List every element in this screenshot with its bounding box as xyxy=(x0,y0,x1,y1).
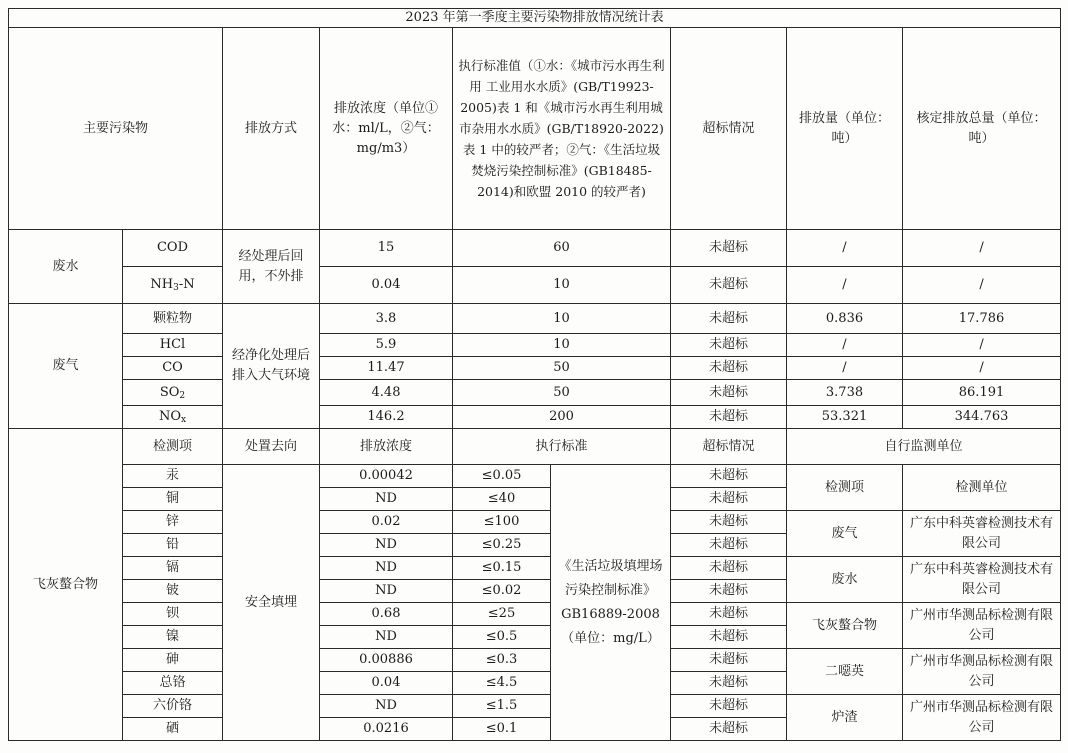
flyash-conc: ND xyxy=(320,557,453,580)
monitor-item: 炉渣 xyxy=(787,695,903,741)
flyash-conc: ND xyxy=(320,626,453,649)
flyash-item: 砷 xyxy=(123,649,223,672)
water-std: 10 xyxy=(453,267,671,304)
flyash-item: 镉 xyxy=(123,557,223,580)
flyash-conc: 0.00042 xyxy=(320,465,453,488)
flyash-exceed: 未超标 xyxy=(671,603,787,626)
water-conc: 0.04 xyxy=(320,267,453,304)
flyash-exceed: 未超标 xyxy=(671,465,787,488)
water-amount: / xyxy=(787,230,903,267)
flyash-limit: ≤0.02 xyxy=(453,580,551,603)
flyash-item: 钡 xyxy=(123,603,223,626)
emission-statistics-table xyxy=(8,8,1061,741)
monitor-item: 废水 xyxy=(787,557,903,603)
monitor-item: 废气 xyxy=(787,511,903,557)
gas-std: 50 xyxy=(453,380,671,406)
flyash-header-item: 检测项 xyxy=(123,429,223,465)
monitor-item: 飞灰螯合物 xyxy=(787,603,903,649)
flyash-conc: ND xyxy=(320,695,453,718)
flyash-item: 硒 xyxy=(123,718,223,741)
gas-std: 10 xyxy=(453,334,671,357)
table-title: 2023 年第一季度主要污染物排放情况统计表 xyxy=(9,9,1061,28)
water-method: 经处理后回用，不外排 xyxy=(223,230,320,304)
flyash-header-conc: 排放浓度 xyxy=(320,429,453,465)
gas-exceed: 未超标 xyxy=(671,357,787,380)
header-pollutant: 主要污染物 xyxy=(9,28,223,230)
flyash-limit: ≤4.5 xyxy=(453,672,551,695)
gas-method: 经净化处理后排入大气环境 xyxy=(223,304,320,429)
gas-exceed: 未超标 xyxy=(671,406,787,429)
flyash-conc: 0.02 xyxy=(320,511,453,534)
gas-total: 17.786 xyxy=(903,304,1061,334)
flyash-exceed: 未超标 xyxy=(671,511,787,534)
flyash-limit: ≤1.5 xyxy=(453,695,551,718)
water-item: COD xyxy=(123,230,223,267)
monitor-unit: 广州市华测品标检测有限公司 xyxy=(903,603,1061,649)
flyash-exceed: 未超标 xyxy=(671,534,787,557)
monitor-unit: 广东中科英睿检测技术有限公司 xyxy=(903,511,1061,557)
gas-item: CO xyxy=(123,357,223,380)
gas-conc: 4.48 xyxy=(320,380,453,406)
flyash-limit: ≤40 xyxy=(453,488,551,511)
header-exceed: 超标情况 xyxy=(671,28,787,230)
flyash-conc: ND xyxy=(320,534,453,557)
flyash-item: 铜 xyxy=(123,488,223,511)
gas-std: 10 xyxy=(453,304,671,334)
flyash-exceed: 未超标 xyxy=(671,695,787,718)
water-exceed: 未超标 xyxy=(671,230,787,267)
gas-conc: 146.2 xyxy=(320,406,453,429)
water-exceed: 未超标 xyxy=(671,267,787,304)
flyash-limit: ≤0.3 xyxy=(453,649,551,672)
flyash-item: 铅 xyxy=(123,534,223,557)
header-amount: 排放量（单位：吨） xyxy=(787,28,903,230)
flyash-header-dest: 处置去向 xyxy=(223,429,320,465)
flyash-exceed: 未超标 xyxy=(671,649,787,672)
flyash-std-text: 《生活垃圾填埋场污染控制标准》GB16889-2008（单位：mg/L） xyxy=(551,465,671,741)
gas-conc: 11.47 xyxy=(320,357,453,380)
flyash-item: 锌 xyxy=(123,511,223,534)
gas-amount: 0.836 xyxy=(787,304,903,334)
gas-item: $SO_2$ xyxy=(123,380,223,406)
flyash-exceed: 未超标 xyxy=(671,580,787,603)
gas-std: 200 xyxy=(453,406,671,429)
flyash-item: 汞 xyxy=(123,465,223,488)
flyash-item: 六价铬 xyxy=(123,695,223,718)
gas-amount: 3.738 xyxy=(787,380,903,406)
flyash-limit: ≤0.25 xyxy=(453,534,551,557)
flyash-conc: 0.0216 xyxy=(320,718,453,741)
flyash-exceed: 未超标 xyxy=(671,488,787,511)
gas-category: 废气 xyxy=(9,304,123,429)
water-total: / xyxy=(903,267,1061,304)
water-total: / xyxy=(903,230,1061,267)
flyash-conc: 0.68 xyxy=(320,603,453,626)
gas-exceed: 未超标 xyxy=(671,304,787,334)
header-total: 核定排放总量（单位：吨） xyxy=(903,28,1061,230)
flyash-item: 总铬 xyxy=(123,672,223,695)
flyash-limit: ≤0.15 xyxy=(453,557,551,580)
flyash-exceed: 未超标 xyxy=(671,557,787,580)
gas-item: $NO_x$ xyxy=(123,406,223,429)
gas-std: 50 xyxy=(453,357,671,380)
monitor-unit: 广东中科英睿检测技术有限公司 xyxy=(903,557,1061,603)
gas-conc: 5.9 xyxy=(320,334,453,357)
flyash-category: 飞灰螯合物 xyxy=(9,429,123,741)
flyash-limit: ≤25 xyxy=(453,603,551,626)
monitor-header-unit: 检测单位 xyxy=(903,465,1061,511)
flyash-limit: ≤0.5 xyxy=(453,626,551,649)
water-amount: / xyxy=(787,267,903,304)
water-item: $NH_3-N$ xyxy=(123,267,223,304)
flyash-conc: 0.04 xyxy=(320,672,453,695)
gas-total: / xyxy=(903,357,1061,380)
flyash-item: 铍 xyxy=(123,580,223,603)
monitor-header-item: 检测项 xyxy=(787,465,903,511)
water-std: 60 xyxy=(453,230,671,267)
gas-total: / xyxy=(903,334,1061,357)
gas-item: HCl xyxy=(123,334,223,357)
flyash-limit: ≤100 xyxy=(453,511,551,534)
header-concentration: 排放浓度（单位①水：ml/L，②气：mg/m3） xyxy=(320,28,453,230)
flyash-conc: 0.00886 xyxy=(320,649,453,672)
gas-item: 颗粒物 xyxy=(123,304,223,334)
flyash-header-exceed: 超标情况 xyxy=(671,429,787,465)
flyash-dest: 安全填埋 xyxy=(223,465,320,741)
gas-exceed: 未超标 xyxy=(671,334,787,357)
water-category: 废水 xyxy=(9,230,123,304)
header-standard: 执行标准值（①水：《城市污水再生利用 工业用水水质》(GB/T19923-2005)表 1 和《城市污水再生利用城市杂用水水质》(GB/T18920-2022)表 1 中的较严者；②气：《生活垃圾焚烧污染控制标准》(GB18485-2014)和欧盟 2010 的较严者) xyxy=(453,28,671,230)
flyash-conc: ND xyxy=(320,488,453,511)
flyash-limit: ≤0.1 xyxy=(453,718,551,741)
gas-conc: 3.8 xyxy=(320,304,453,334)
gas-amount: 53.321 xyxy=(787,406,903,429)
flyash-conc: ND xyxy=(320,580,453,603)
flyash-exceed: 未超标 xyxy=(671,672,787,695)
gas-amount: / xyxy=(787,334,903,357)
gas-total: 344.763 xyxy=(903,406,1061,429)
header-method: 排放方式 xyxy=(223,28,320,230)
flyash-exceed: 未超标 xyxy=(671,718,787,741)
monitor-item: 二噁英 xyxy=(787,649,903,695)
flyash-exceed: 未超标 xyxy=(671,626,787,649)
flyash-header-monitor: 自行监测单位 xyxy=(787,429,1061,465)
gas-amount: / xyxy=(787,357,903,380)
flyash-header-std: 执行标准 xyxy=(453,429,671,465)
gas-total: 86.191 xyxy=(903,380,1061,406)
flyash-limit: ≤0.05 xyxy=(453,465,551,488)
water-conc: 15 xyxy=(320,230,453,267)
monitor-unit: 广州市华测品标检测有限公司 xyxy=(903,695,1061,741)
flyash-item: 镍 xyxy=(123,626,223,649)
monitor-unit: 广州市华测品标检测有限公司 xyxy=(903,649,1061,695)
gas-exceed: 未超标 xyxy=(671,380,787,406)
